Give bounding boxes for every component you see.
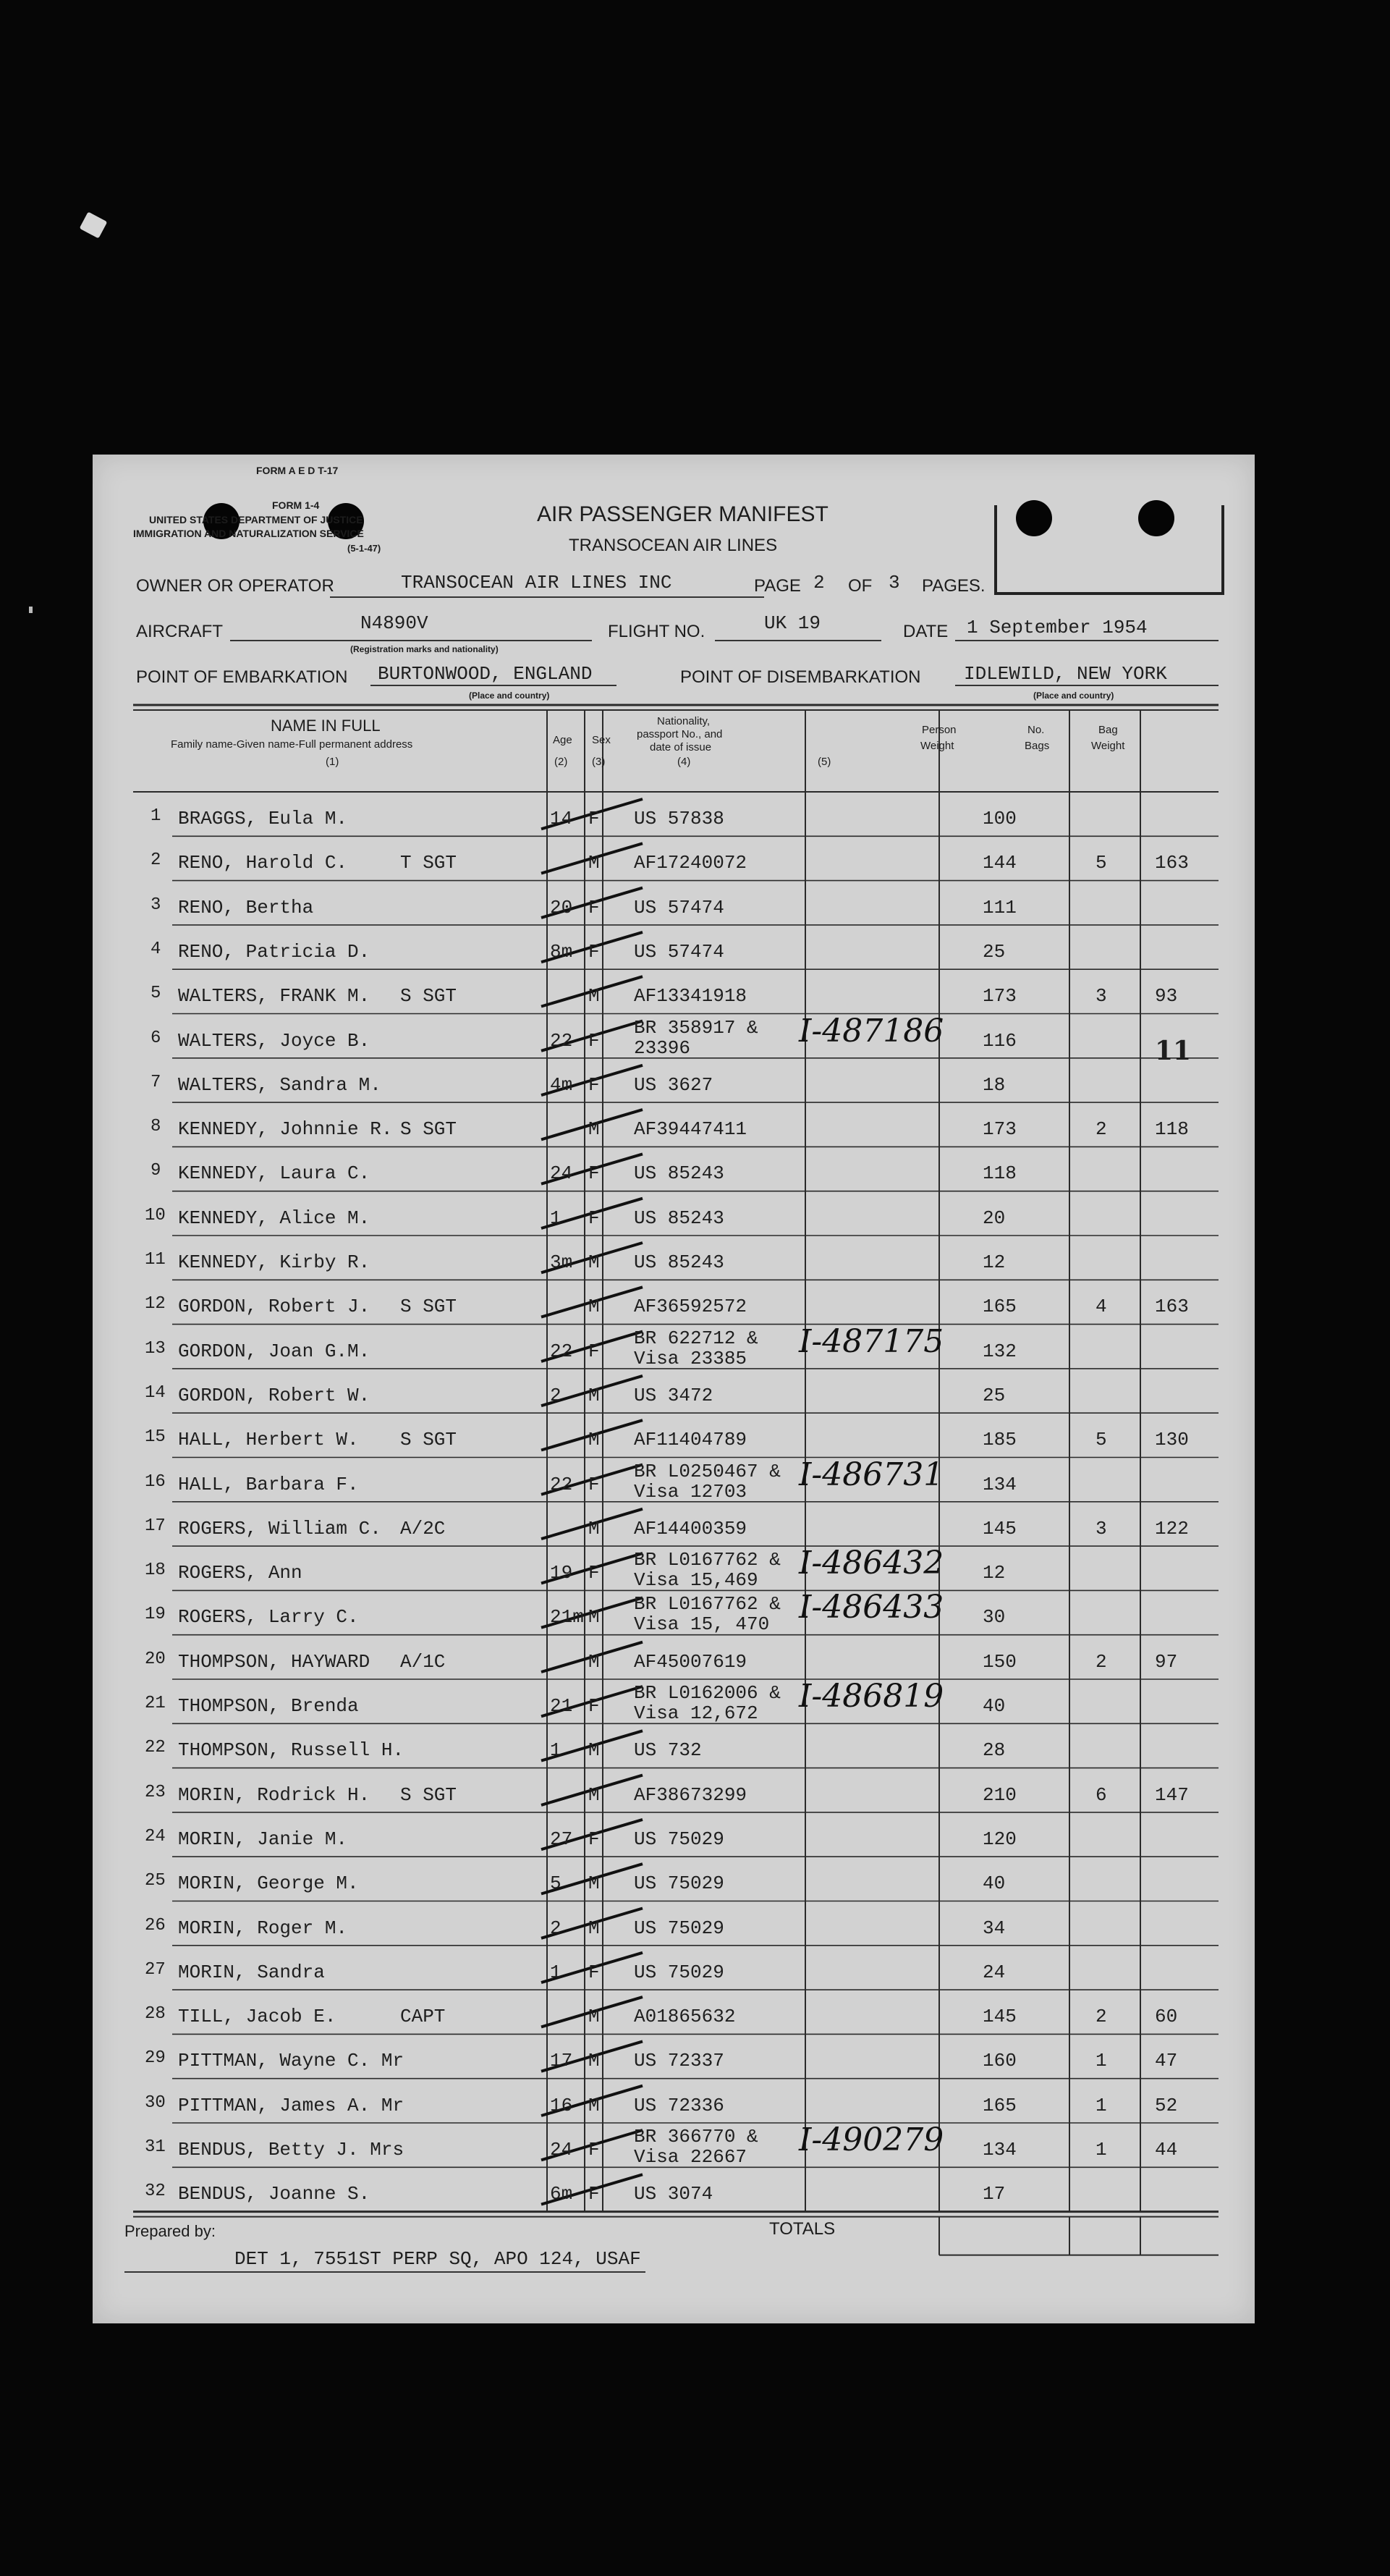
bag-weight: 47 xyxy=(1155,2050,1178,2072)
col-name-num: (1) xyxy=(326,756,339,768)
passenger-name: THOMPSON, Brenda xyxy=(178,1695,359,1717)
passport-number: US 3074 xyxy=(634,2183,713,2205)
passenger-rank: A/1C xyxy=(400,1650,446,1673)
passenger-name: MORIN, Roger M. xyxy=(178,1917,348,1939)
passport-number: US 57838 xyxy=(634,808,724,829)
passport-number: US 3627 xyxy=(634,1073,713,1096)
bag-count: 3 xyxy=(1096,1517,1107,1540)
row-number: 1 xyxy=(151,806,161,826)
handwritten-visa-number: I-490279 xyxy=(799,2121,944,2158)
person-weight: 173 xyxy=(983,1118,1017,1141)
person-weight: 150 xyxy=(983,1650,1017,1673)
passport-visa: Visa 12703 xyxy=(634,1480,747,1503)
passenger-age: 5 xyxy=(550,1872,561,1895)
row-number: 26 xyxy=(145,1915,166,1935)
passenger-name: WALTERS, Sandra M. xyxy=(178,1073,381,1096)
bag-weight: 130 xyxy=(1155,1429,1189,1451)
passenger-name: BRAGGS, Eula M. xyxy=(178,808,348,829)
person-weight: 28 xyxy=(983,1739,1006,1762)
person-weight: 118 xyxy=(983,1162,1017,1185)
passenger-age: 20 xyxy=(550,896,573,919)
person-weight: 160 xyxy=(983,2050,1017,2072)
passport-visa: Visa 23385 xyxy=(634,1347,747,1369)
row-number: 17 xyxy=(145,1516,166,1536)
form-id: FORM 1-4 xyxy=(272,499,320,511)
col-bag-weight-1: Bag xyxy=(1098,724,1118,736)
passenger-rank: S SGT xyxy=(400,1429,457,1451)
owner-value: TRANSOCEAN AIR LINES INC xyxy=(401,572,672,594)
bag-weight: 60 xyxy=(1155,2006,1178,2028)
passport-number: AF13341918 xyxy=(634,985,747,1008)
passenger-sex: M xyxy=(588,1251,600,1273)
prepared-by-value: DET 1, 7551ST PERP SQ, APO 124, USAF xyxy=(234,2248,641,2270)
airline-subtitle: TRANSOCEAN AIR LINES xyxy=(569,536,778,555)
row-number: 28 xyxy=(145,2004,166,2024)
passenger-age: 1 xyxy=(550,1961,561,1983)
row-number: 15 xyxy=(145,1427,166,1448)
passenger-age: 1 xyxy=(550,1739,561,1762)
col-5-header: (5) xyxy=(818,756,831,768)
person-weight: 132 xyxy=(983,1340,1017,1362)
prepared-by-label: Prepared by: xyxy=(124,2222,216,2240)
person-weight: 40 xyxy=(983,1872,1006,1895)
row-number: 32 xyxy=(145,2182,166,2202)
handwritten-visa-number: I-486433 xyxy=(799,1589,944,1626)
passenger-sex: M xyxy=(588,1872,600,1895)
person-weight: 116 xyxy=(983,1029,1017,1052)
passport-number: BR L0167762 & xyxy=(634,1549,781,1571)
passenger-name: BENDUS, Joanne S. xyxy=(178,2183,370,2205)
passenger-sex: M xyxy=(588,1917,600,1939)
handwritten-visa-number: I-486432 xyxy=(799,1545,944,1582)
passenger-age: 22 xyxy=(550,1340,573,1362)
passport-visa: Visa 22667 xyxy=(634,2146,747,2168)
passenger-age: 8m xyxy=(550,940,573,963)
passenger-rank: T SGT xyxy=(400,852,457,874)
col-sex-num: (3) xyxy=(592,756,606,768)
passenger-name: RENO, Patricia D. xyxy=(178,940,370,963)
bag-weight: 147 xyxy=(1155,1783,1189,1806)
manifest-title: AIR PASSENGER MANIFEST xyxy=(537,502,829,526)
person-weight: 25 xyxy=(983,940,1006,963)
person-weight: 120 xyxy=(983,1828,1017,1850)
passenger-sex: M xyxy=(588,1606,600,1629)
bag-weight: 118 xyxy=(1155,1118,1189,1141)
passport-number: US 57474 xyxy=(634,896,724,919)
passenger-sex: M xyxy=(588,2006,600,2028)
passenger-name: MORIN, Sandra xyxy=(178,1961,325,1983)
passport-number: AF11404789 xyxy=(634,1429,747,1451)
passenger-sex: F xyxy=(588,896,600,919)
bag-count: 1 xyxy=(1096,2094,1107,2116)
col-nat-header-1: Nationality, xyxy=(657,715,711,727)
row-number: 8 xyxy=(151,1117,161,1137)
person-weight: 111 xyxy=(983,896,1017,919)
passenger-name: GORDON, Robert W. xyxy=(178,1384,370,1406)
passenger-age: 22 xyxy=(550,1029,573,1052)
passenger-name: TILL, Jacob E. xyxy=(178,2006,336,2028)
passenger-sex: M xyxy=(588,1650,600,1673)
handwritten-visa-number: I-486819 xyxy=(799,1678,944,1715)
col-age-header: Age xyxy=(553,734,572,746)
person-weight: 25 xyxy=(983,1384,1006,1406)
col-nat-num: (4) xyxy=(677,756,691,768)
row-number: 27 xyxy=(145,1959,166,1980)
passport-number: US 72337 xyxy=(634,2050,724,2072)
passport-number: US 75029 xyxy=(634,1917,724,1939)
passport-number: BR 358917 & xyxy=(634,1016,758,1039)
col-bags-2: Bags xyxy=(1025,740,1050,752)
col-nat-header-3: date of issue xyxy=(650,741,712,753)
aircraft-note: (Registration marks and nationality) xyxy=(350,644,499,654)
passenger-sex: F xyxy=(588,1073,600,1096)
passenger-name: HALL, Herbert W. xyxy=(178,1429,359,1451)
passenger-sex: F xyxy=(588,940,600,963)
paper-speck xyxy=(80,211,108,238)
person-weight: 17 xyxy=(983,2183,1006,2205)
passport-number: US 85243 xyxy=(634,1162,724,1185)
passport-visa: 23396 xyxy=(634,1036,691,1059)
passenger-age: 3m xyxy=(550,1251,573,1273)
passenger-rank: S SGT xyxy=(400,1783,457,1806)
person-weight: 18 xyxy=(983,1073,1006,1096)
passport-number: BR L0167762 & xyxy=(634,1593,781,1616)
passenger-sex: F xyxy=(588,2183,600,2205)
person-weight: 165 xyxy=(983,1296,1017,1318)
passenger-sex: F xyxy=(588,1828,600,1850)
passenger-name: PITTMAN, James A. Mr xyxy=(178,2094,404,2116)
handwritten-visa-number: I-487175 xyxy=(799,1322,944,1360)
passenger-age: 14 xyxy=(550,808,573,829)
row-number: 4 xyxy=(151,939,161,959)
bag-weight: 163 xyxy=(1155,1296,1189,1318)
passenger-age: 17 xyxy=(550,2050,573,2072)
date-label: DATE xyxy=(903,622,949,641)
row-number: 18 xyxy=(145,1561,166,1581)
aircraft-value: N4890V xyxy=(360,612,428,634)
handwritten-visa-number: I-486731 xyxy=(799,1456,944,1493)
bag-count: 4 xyxy=(1096,1296,1107,1318)
row-number: 12 xyxy=(145,1294,166,1314)
col-bags-1: No. xyxy=(1027,724,1045,736)
passenger-sex: F xyxy=(588,1562,600,1584)
row-number: 23 xyxy=(145,1782,166,1802)
bag-count: 2 xyxy=(1096,1650,1107,1673)
col-sex-header: Sex xyxy=(592,734,611,746)
person-weight: 24 xyxy=(983,1961,1006,1983)
passport-number: US 72336 xyxy=(634,2094,724,2116)
passport-number: AF36592572 xyxy=(634,1296,747,1318)
disembarkation-label: POINT OF DISEMBARKATION xyxy=(680,667,921,687)
passenger-sex: M xyxy=(588,1118,600,1141)
disembarkation-note: (Place and country) xyxy=(1033,691,1114,701)
row-number: 9 xyxy=(151,1161,161,1181)
person-weight: 34 xyxy=(983,1917,1006,1939)
row-number: 14 xyxy=(145,1382,166,1403)
flight-label: FLIGHT NO. xyxy=(608,622,705,641)
passport-number: BR 622712 & xyxy=(634,1327,758,1349)
row-number: 2 xyxy=(151,850,161,871)
of-label: OF xyxy=(848,576,873,596)
passport-number: US 732 xyxy=(634,1739,702,1762)
col-name-header: NAME IN FULL xyxy=(271,717,381,735)
passport-number: US 57474 xyxy=(634,940,724,963)
bag-count: 2 xyxy=(1096,1118,1107,1141)
passport-number: US 3472 xyxy=(634,1384,713,1406)
passenger-sex: M xyxy=(588,2050,600,2072)
page-label: PAGE xyxy=(754,576,801,596)
row-number: 7 xyxy=(151,1072,161,1092)
passenger-sex: F xyxy=(588,1029,600,1052)
person-weight: 40 xyxy=(983,1695,1006,1717)
row-number: 3 xyxy=(151,895,161,915)
passenger-sex: F xyxy=(588,2139,600,2161)
row-number: 5 xyxy=(151,984,161,1004)
passport-visa: Visa 12,672 xyxy=(634,1702,758,1724)
bag-weight: 52 xyxy=(1155,2094,1178,2116)
passenger-age: 2 xyxy=(550,1917,561,1939)
passenger-name: ROGERS, Larry C. xyxy=(178,1606,359,1629)
passport-number: AF17240072 xyxy=(634,852,747,874)
person-weight: 12 xyxy=(983,1562,1006,1584)
row-number: 25 xyxy=(145,1871,166,1891)
passport-number: BR 366770 & xyxy=(634,2126,758,2148)
of-value: 3 xyxy=(889,572,900,594)
bag-weight: 11 xyxy=(1155,1035,1192,1066)
passenger-age: 24 xyxy=(550,2139,573,2161)
passenger-name: ROGERS, Ann xyxy=(178,1562,302,1584)
embarkation-value: BURTONWOOD, ENGLAND xyxy=(378,663,593,685)
passenger-age: 4m xyxy=(550,1073,573,1096)
row-number: 22 xyxy=(145,1738,166,1758)
passenger-sex: M xyxy=(588,1384,600,1406)
passenger-sex: M xyxy=(588,1429,600,1451)
page-value: 2 xyxy=(813,572,825,594)
passport-number: AF39447411 xyxy=(634,1118,747,1141)
passenger-name: ROGERS, William C. xyxy=(178,1517,381,1540)
passenger-sex: F xyxy=(588,1473,600,1495)
row-number: 24 xyxy=(145,1826,166,1846)
passenger-rank: S SGT xyxy=(400,1296,457,1318)
passenger-name: KENNEDY, Laura C. xyxy=(178,1162,370,1185)
row-number: 11 xyxy=(145,1250,166,1270)
passenger-sex: M xyxy=(588,1517,600,1540)
passenger-rank: S SGT xyxy=(400,1118,457,1141)
passenger-rank: CAPT xyxy=(400,2006,446,2028)
bag-weight: 44 xyxy=(1155,2139,1178,2161)
passenger-age: 22 xyxy=(550,1473,573,1495)
passport-number: BR L0162006 & xyxy=(634,1682,781,1704)
person-weight: 165 xyxy=(983,2094,1017,2116)
passenger-age: 16 xyxy=(550,2094,573,2116)
passenger-name: GORDON, Robert J. xyxy=(178,1296,370,1318)
passport-number: US 75029 xyxy=(634,1872,724,1895)
passenger-sex: M xyxy=(588,2094,600,2116)
totals-label: TOTALS xyxy=(769,2219,836,2239)
form-number: FORM A E D T-17 xyxy=(256,465,339,476)
person-weight: 145 xyxy=(983,2006,1017,2028)
person-weight: 210 xyxy=(983,1783,1017,1806)
passport-visa: Visa 15, 470 xyxy=(634,1613,770,1636)
person-weight: 134 xyxy=(983,2139,1017,2161)
manifest-page xyxy=(93,455,1255,2323)
agency-line-1: UNITED STATES DEPARTMENT OF JUSTICE xyxy=(149,514,363,525)
passport-number: US 85243 xyxy=(634,1207,724,1229)
col-person-weight-1: Person xyxy=(922,724,957,736)
passenger-name: GORDON, Joan G.M. xyxy=(178,1340,370,1362)
passenger-name: WALTERS, Joyce B. xyxy=(178,1029,370,1052)
person-weight: 185 xyxy=(983,1429,1017,1451)
passenger-sex: F xyxy=(588,1207,600,1229)
passenger-age: 1 xyxy=(550,1207,561,1229)
passport-number: US 85243 xyxy=(634,1251,724,1273)
passport-number: BR L0250467 & xyxy=(634,1460,781,1482)
passenger-sex: F xyxy=(588,1695,600,1717)
passenger-name: KENNEDY, Alice M. xyxy=(178,1207,370,1229)
passenger-sex: M xyxy=(588,1296,600,1318)
col-nat-header-2: passport No., and xyxy=(637,728,723,740)
passenger-name: MORIN, George M. xyxy=(178,1872,359,1895)
handwritten-visa-number: I-487186 xyxy=(799,1012,944,1050)
passenger-name: KENNEDY, Kirby R. xyxy=(178,1251,370,1273)
passenger-age: 27 xyxy=(550,1828,573,1850)
bag-weight: 122 xyxy=(1155,1517,1189,1540)
passport-number: US 75029 xyxy=(634,1828,724,1850)
row-number: 6 xyxy=(151,1028,161,1048)
passenger-age: 24 xyxy=(550,1162,573,1185)
passenger-sex: M xyxy=(588,852,600,874)
row-number: 20 xyxy=(145,1649,166,1669)
aircraft-label: AIRCRAFT xyxy=(136,622,223,641)
passenger-age: 6m xyxy=(550,2183,573,2205)
passenger-name: THOMPSON, Russell H. xyxy=(178,1739,404,1762)
row-number: 21 xyxy=(145,1694,166,1713)
passport-number: A01865632 xyxy=(634,2006,736,2028)
passenger-sex: F xyxy=(588,1340,600,1362)
passenger-sex: M xyxy=(588,1783,600,1806)
row-number: 30 xyxy=(145,2093,166,2113)
row-number: 16 xyxy=(145,1471,166,1492)
passport-visa: Visa 15,469 xyxy=(634,1569,758,1592)
row-number: 13 xyxy=(145,1338,166,1359)
bag-weight: 93 xyxy=(1155,985,1178,1008)
bag-count: 1 xyxy=(1096,2139,1107,2161)
person-weight: 100 xyxy=(983,808,1017,829)
bag-count: 5 xyxy=(1096,1429,1107,1451)
agency-line-3: (5-1-47) xyxy=(347,543,381,554)
person-weight: 30 xyxy=(983,1606,1006,1629)
passenger-name: RENO, Bertha xyxy=(178,896,314,919)
embarkation-note: (Place and country) xyxy=(469,691,550,701)
passenger-name: HALL, Barbara F. xyxy=(178,1473,359,1495)
bag-weight: 163 xyxy=(1155,852,1189,874)
passenger-name: KENNEDY, Johnnie R. xyxy=(178,1118,393,1141)
passenger-age: 21 xyxy=(550,1695,573,1717)
passenger-rank: S SGT xyxy=(400,985,457,1008)
date-value: 1 September 1954 xyxy=(967,617,1148,638)
bag-count: 5 xyxy=(1096,852,1107,874)
passenger-name: BENDUS, Betty J. Mrs xyxy=(178,2139,404,2161)
row-number: 29 xyxy=(145,2048,166,2069)
person-weight: 12 xyxy=(983,1251,1006,1273)
bag-weight: 97 xyxy=(1155,1650,1178,1673)
passenger-name: PITTMAN, Wayne C. Mr xyxy=(178,2050,404,2072)
passenger-age: 2 xyxy=(550,1384,561,1406)
passenger-age: 21m xyxy=(550,1606,584,1629)
disembarkation-value: IDLEWILD, NEW YORK xyxy=(964,663,1167,685)
col-person-weight-2: Weight xyxy=(920,740,954,752)
person-weight: 173 xyxy=(983,985,1017,1008)
passport-number: AF45007619 xyxy=(634,1650,747,1673)
person-weight: 134 xyxy=(983,1473,1017,1495)
passenger-sex: M xyxy=(588,985,600,1008)
embarkation-label: POINT OF EMBARKATION xyxy=(136,667,348,687)
passport-number: US 75029 xyxy=(634,1961,724,1983)
person-weight: 20 xyxy=(983,1207,1006,1229)
bag-count: 6 xyxy=(1096,1783,1107,1806)
agency-line-2: IMMIGRATION AND NATURALIZATION SERVICE xyxy=(133,528,364,539)
passenger-name: RENO, Harold C. xyxy=(178,852,348,874)
passport-number: AF14400359 xyxy=(634,1517,747,1540)
row-number: 31 xyxy=(145,2137,166,2157)
flight-value: UK 19 xyxy=(764,612,821,634)
passenger-sex: F xyxy=(588,808,600,829)
col-bag-weight-2: Weight xyxy=(1091,740,1125,752)
passenger-age: 19 xyxy=(550,1562,573,1584)
passport-number: AF38673299 xyxy=(634,1783,747,1806)
passenger-name: MORIN, Janie M. xyxy=(178,1828,348,1850)
row-number: 19 xyxy=(145,1605,166,1625)
passenger-rank: A/2C xyxy=(400,1517,446,1540)
pages-label: PAGES. xyxy=(922,576,986,596)
owner-label: OWNER OR OPERATOR xyxy=(136,576,334,596)
person-weight: 145 xyxy=(983,1517,1017,1540)
passenger-sex: M xyxy=(588,1739,600,1762)
passenger-sex: F xyxy=(588,1961,600,1983)
bag-count: 3 xyxy=(1096,985,1107,1008)
passenger-sex: F xyxy=(588,1162,600,1185)
bag-count: 1 xyxy=(1096,2050,1107,2072)
col-age-num: (2) xyxy=(554,756,568,768)
row-number: 10 xyxy=(145,1205,166,1225)
col-name-sub: Family name-Given name-Full permanent address xyxy=(171,738,413,751)
passenger-name: WALTERS, FRANK M. xyxy=(178,985,370,1008)
bag-count: 2 xyxy=(1096,2006,1107,2028)
passenger-name: MORIN, Rodrick H. xyxy=(178,1783,370,1806)
passenger-name: THOMPSON, HAYWARD xyxy=(178,1650,370,1673)
paper-speck-small xyxy=(29,607,33,613)
person-weight: 144 xyxy=(983,852,1017,874)
